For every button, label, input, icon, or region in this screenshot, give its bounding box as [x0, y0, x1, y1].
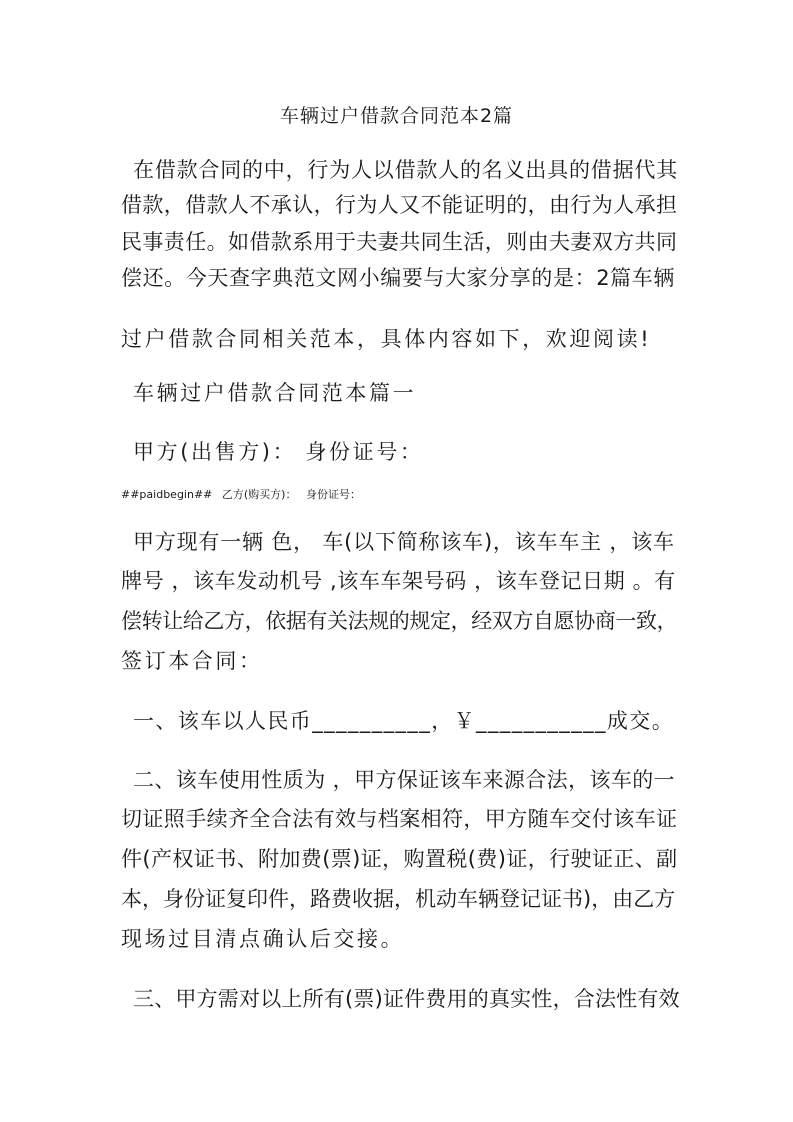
party-b-id-label: 身份证号： — [305, 488, 361, 501]
clause-intro-line-4: 签订本合同： — [121, 649, 263, 673]
clause-2-line-5: 现场过目清点确认后交接。 — [121, 927, 405, 951]
clause-3-line-1: 三、甲方需对以上所有(票)证件费用的真实性，合法性有效 — [133, 987, 680, 1011]
party-b-label: 乙方(购买方)： — [221, 488, 297, 501]
party-a-line: 甲方(出售方)： 身份证号： — [133, 440, 424, 464]
intro-line-1: 在借款合同的中，行为人以借款人的名义出具的借据代其 — [133, 158, 678, 182]
intro-line-5: 过户借款合同相关范本，具体内容如下，欢迎阅读! — [121, 327, 652, 351]
clause-2-line-1: 二、该车使用性质为 ，甲方保证该车来源合法，该车的一 — [133, 768, 676, 792]
clause-1-line: 一、该车以人民币__________，￥___________成交。 — [133, 709, 675, 733]
paid-marker-line — [121, 487, 361, 503]
paid-marker: ##paidbegin## — [121, 488, 213, 501]
clause-intro-line-3: 偿转让给乙方，依据有关法规的规定，经双方自愿协商一致， — [121, 609, 678, 633]
clause-2-line-2: 切证照手续齐全合法有效与档案相符，甲方随车交付该车证 — [121, 807, 678, 831]
clause-intro-line-1: 甲方现有一辆 色， 车(以下简称该车)，该车车主 ，该车 — [133, 530, 675, 554]
clause-2-line-3: 件(产权证书、附加费(票)证，购置税(费)证，行驶证正、副 — [121, 847, 678, 871]
intro-line-2: 借款，借款人不承认，行为人又不能证明的，由行为人承担 — [121, 193, 678, 217]
clause-intro-line-2: 牌号 ，该车发动机号 ,该车车架号码 ，该车登记日期 。有 — [121, 569, 676, 593]
document-title: 车辆过户借款合同范本2篇 — [279, 105, 514, 127]
clause-2-line-4: 本，身份证复印件，路费收据，机动车辆登记证书)，由乙方 — [121, 887, 676, 911]
intro-line-3: 民事责任。如借款系用于夫妻共同生活，则由夫妻双方共同 — [121, 230, 678, 254]
section-heading: 车辆过户借款合同范本篇一 — [133, 381, 417, 405]
intro-line-4: 偿还。今天查字典范文网小编要与大家分享的是：2篇车辆 — [121, 266, 675, 290]
